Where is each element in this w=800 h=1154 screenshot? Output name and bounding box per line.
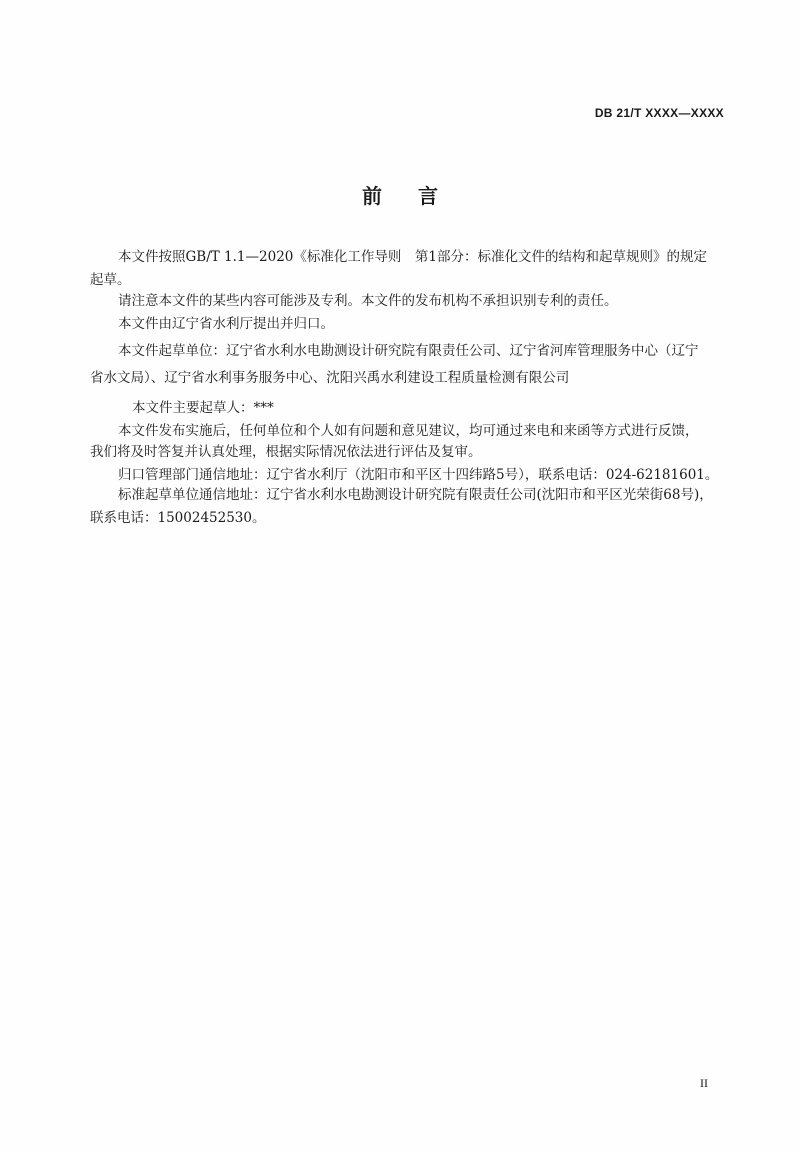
paragraph-line: 省水文局）、辽宁省水利事务服务中心、沈阳兴禹水利建设工程质量检测有限公司 xyxy=(90,370,570,386)
page-number: II xyxy=(700,1076,708,1090)
paragraph-line: 请注意本文件的某些内容可能涉及专利。本文件的发布机构不承担识别专利的责任。 xyxy=(118,293,618,309)
paragraph-line: 起草。 xyxy=(90,272,131,288)
paragraph-line: 联系电话：15002452530。 xyxy=(90,510,266,526)
paragraph-line: 归口管理部门通信地址：辽宁省水利厅（沈阳市和平区十四纬路5号），联系电话：024-62181601。 xyxy=(118,467,719,483)
paragraph-line: 本文件由辽宁省水利厅提出并归口。 xyxy=(118,316,334,332)
document-code: DB 21/T XXXX—XXXX xyxy=(594,106,724,120)
paragraph-line: 本文件按照GB/T 1.1—2020《标准化工作导则 第1部分：标准化文件的结构和起草规则》的规定 xyxy=(118,249,707,265)
page-title: 前言 xyxy=(362,184,474,208)
paragraph-line: 本文件发布实施后，任何单位和个人如有问题和意见建议，均可通过来电和来函等方式进行反馈， xyxy=(118,423,699,439)
paragraph-line: 我们将及时答复并认真处理，根据实际情况依法进行评估及复审。 xyxy=(90,444,482,460)
paragraph-line: 标准起草单位通信地址：辽宁省水利水电勘测设计研究院有限责任公司(沈阳市和平区光荣街68号)， xyxy=(118,487,713,503)
paragraph-line: 本文件主要起草人：*** xyxy=(132,400,274,416)
paragraph-line: 本文件起草单位：辽宁省水利水电勘测设计研究院有限责任公司、辽宁省河库管理服务中心（辽宁 xyxy=(118,343,699,359)
